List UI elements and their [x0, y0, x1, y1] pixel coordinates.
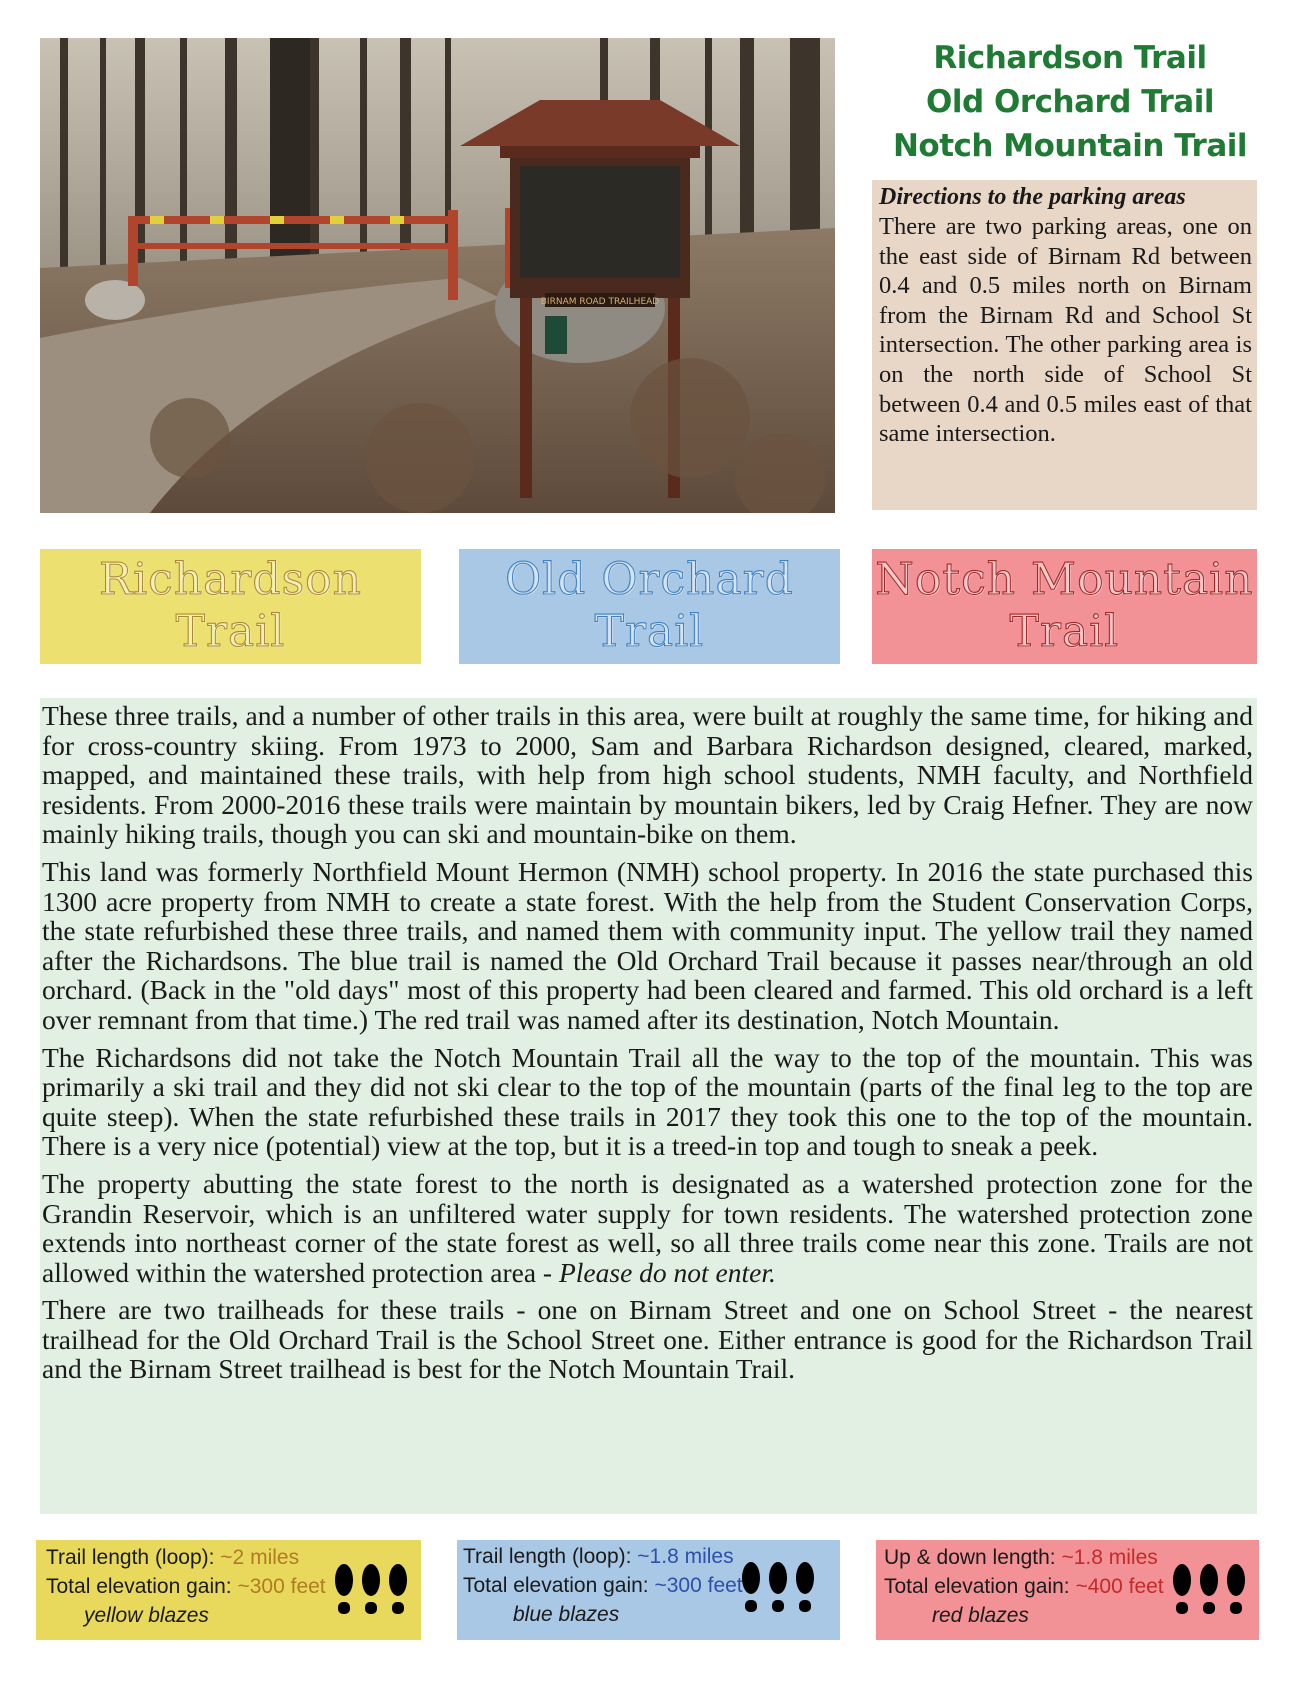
boot-prints-icon	[738, 1560, 818, 1620]
trailhead-photo	[40, 38, 835, 513]
gain-label: Total elevation gain:	[463, 1574, 655, 1597]
boot-prints-icon	[331, 1562, 411, 1622]
gain-label: Total elevation gain:	[884, 1575, 1076, 1598]
length-value: ~2 miles	[220, 1546, 300, 1569]
paragraph-4	[42, 1169, 1253, 1287]
banner-richardson-line2: Trail	[175, 606, 286, 657]
paragraph-4-text: The property abutting the state forest to the north is designated as a watershed protection zone for the Grandin Reservoir, which is an unfiltered water supply for town residents. The watershed protection zone extends into northeast corner of the state forest as well, so all three trails come near this zone. Trails are not allowed within the watershed protection area -	[42, 1167, 1253, 1288]
trail-titles	[870, 36, 1270, 168]
history-text	[40, 698, 1257, 1514]
gain-value: ~300 feet	[654, 1574, 743, 1597]
blaze-label: blue blazes	[513, 1603, 620, 1626]
banner-old-orchard	[459, 549, 840, 664]
blaze-label: yellow blazes	[84, 1604, 209, 1627]
paragraph-2: This land was formerly Northfield Mount Hermon (NMH) school property. In 2016 the state purchased this 1300 acre property from NMH to create a state forest. With the help from the Student Conservation Corps, the state refurbished these three trails, and named them with community input. The yellow trail they named after the Richardsons. The blue trail is named the Old Orchard Trail because it passes near/through an old orchard. (Back in the "old days" most of this property had been cleared and farmed. This old orchard is a left over remnant from that time.) The red trail was named after its destination, Notch Mountain.	[42, 855, 1253, 1035]
boot-prints-icon	[1169, 1562, 1249, 1622]
length-label: Trail length (loop):	[463, 1545, 638, 1568]
banner-old-orchard-line2: Trail	[594, 606, 705, 657]
length-value: ~1.8 miles	[637, 1545, 734, 1568]
banner-notch-mountain-line1: Notch Mountain	[875, 554, 1254, 605]
paragraph-3: The Richardsons did not take the Notch Mountain Trail all the way to the top of the mountain. This was primarily a ski trail and they did not ski clear to the top of the mountain (parts of the final leg to the top are quite steep). When the state refurbished these trails in 2017 they took this one to the top of the mountain. There is a very nice (potential) view at the top, but it is a treed-in top and tough to sneak a peek.	[42, 1041, 1253, 1162]
gain-value: ~400 feet	[1075, 1575, 1164, 1598]
length-label: Up & down length:	[884, 1546, 1062, 1569]
info-richardson	[36, 1540, 421, 1640]
banner-notch-mountain-line2: Trail	[1009, 606, 1120, 657]
directions-heading: Directions to the parking areas	[879, 184, 1186, 210]
length-value: ~1.8 miles	[1061, 1546, 1158, 1569]
banner-notch-mountain	[872, 549, 1257, 664]
banner-richardson	[40, 549, 421, 664]
gain-value: ~300 feet	[237, 1575, 326, 1598]
info-old-orchard	[457, 1540, 840, 1640]
paragraph-1: These three trails, and a number of other trails in this area, were built at roughly the same time, for hiking and for cross-country skiing. From 1973 to 2000, Sam and Barbara Richardson designed, cleared, marked, mapped, and maintained these trails, with help from high school students, NMH faculty, and Northfield residents. From 2000-2016 these trails were maintain by mountain bikers, led by Craig Hefner. They are now mainly hiking trails, though you can ski and mountain-bike on them.	[42, 700, 1253, 850]
title-notch-mountain: Notch Mountain Trail	[892, 128, 1247, 164]
title-richardson: Richardson Trail	[933, 40, 1207, 76]
blaze-label: red blazes	[932, 1604, 1029, 1627]
directions-body: There are two parking areas, one on the east side of Birnam Rd between 0.4 and 0.5 miles north on Birnam from the Birnam Rd and School St intersection. The other parking area is on the north side of School St between 0.4 and 0.5 miles east of that same intersection.	[879, 213, 1252, 448]
info-notch-mountain	[876, 1540, 1259, 1640]
length-label: Trail length (loop):	[46, 1546, 221, 1569]
paragraph-5: There are two trailheads for these trails - one on Birnam Street and one on School Street - the nearest trailhead for the Old Orchard Trail is the School Street one. Either entrance is good for the Richardson Trail and the Birnam Street trailhead is best for the Notch Mountain Trail.	[42, 1294, 1253, 1385]
title-old-orchard: Old Orchard Trail	[926, 84, 1214, 120]
gain-label: Total elevation gain:	[46, 1575, 238, 1598]
paragraph-4-emphasis: Please do not enter.	[558, 1256, 776, 1288]
banner-richardson-line1: Richardson	[98, 554, 363, 605]
kiosk-sign-text: BIRNAM ROAD TRAILHEAD	[540, 297, 660, 307]
directions-box	[872, 180, 1257, 510]
banner-old-orchard-line1: Old Orchard	[505, 554, 794, 605]
